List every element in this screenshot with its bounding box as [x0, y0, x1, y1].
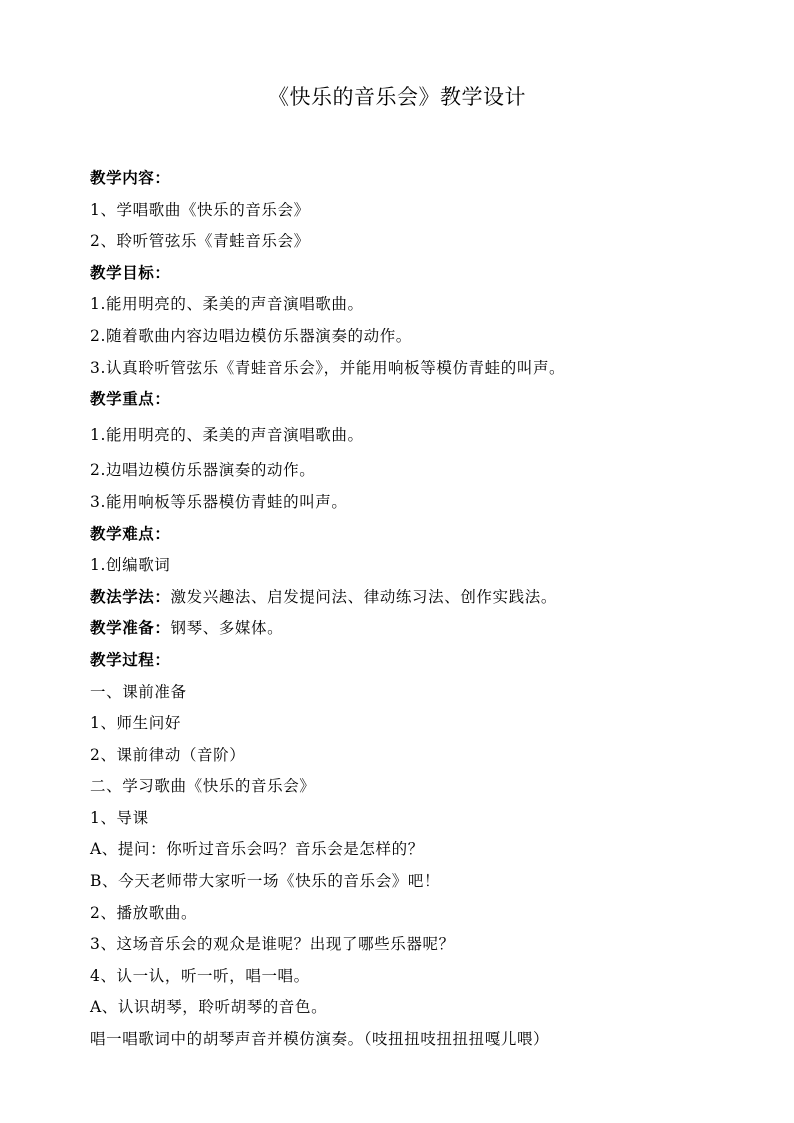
document-title: 《快乐的音乐会》教学设计 [268, 85, 526, 109]
body-line [90, 226, 750, 258]
body-line [90, 1024, 750, 1056]
body-line [90, 866, 750, 898]
section-heading-content [90, 163, 750, 195]
body-line [90, 803, 750, 835]
line-text: 1.能用明亮的、柔美的声音演唱歌曲。 [90, 425, 364, 444]
section-heading-difficulties [90, 519, 750, 551]
line-text: 4、认一认，听一听，唱一唱。 [90, 966, 310, 985]
heading-label: 教学过程： [90, 650, 171, 669]
body-line [90, 289, 750, 321]
line-text: 2.随着歌曲内容边唱边模仿乐器演奏的动作。 [90, 326, 412, 345]
body-line [90, 677, 750, 709]
body-line [90, 420, 750, 452]
line-text: 一、课前准备 [90, 682, 187, 701]
section-heading-process [90, 645, 750, 677]
body-line [90, 834, 750, 866]
body-line [90, 487, 750, 519]
line-text: 3.能用响板等乐器模仿青蛙的叫声。 [90, 492, 348, 511]
line-text: 1、师生问好 [90, 714, 181, 733]
line-text: 2、播放歌曲。 [90, 903, 198, 922]
heading-label: 教学目标： [90, 263, 171, 282]
body-line [90, 992, 750, 1024]
heading-label: 教法学法： [90, 587, 171, 606]
section-heading-goals [90, 258, 750, 290]
line-text: A、认识胡琴，聆听胡琴的音色。 [90, 998, 328, 1017]
section-heading-methods [90, 582, 750, 614]
line-text: 3.认真聆听管弦乐《青蛙音乐会》，并能用响板等模仿青蛙的叫声。 [90, 358, 566, 377]
line-text: B、今天老师带大家听一场《快乐的音乐会》吧！ [90, 872, 441, 891]
line-text: 2、课前律动（音阶） [90, 745, 246, 764]
line-text: 1.创编歌词 [90, 556, 171, 575]
body-line [90, 455, 750, 487]
section-heading-preparation [90, 613, 750, 645]
body-line [90, 708, 750, 740]
line-text: 1.能用明亮的、柔美的声音演唱歌曲。 [90, 295, 364, 314]
document-body [90, 163, 750, 1056]
body-line [90, 898, 750, 930]
line-text: 唱一唱歌词中的胡琴声音并模仿演奏。（吱扭扭吱扭扭扭嘎儿喂） [90, 1030, 550, 1049]
body-line [90, 740, 750, 772]
line-text: 1、学唱歌曲《快乐的音乐会》 [90, 200, 310, 219]
section-heading-key-points [90, 384, 750, 416]
line-text: A、提问：你听过音乐会吗？音乐会是怎样的？ [90, 840, 424, 859]
heading-label: 教学内容： [90, 169, 171, 187]
body-line [90, 321, 750, 353]
body-line [90, 929, 750, 961]
line-text: 二、学习歌曲《快乐的音乐会》 [90, 777, 316, 796]
line-text: 2.边唱边模仿乐器演奏的动作。 [90, 461, 316, 480]
body-line [90, 353, 750, 385]
line-text: 2、聆听管弦乐《青蛙音乐会》 [90, 232, 310, 251]
line-text: 激发兴趣法、启发提问法、律动练习法、创作实践法。 [170, 587, 557, 606]
body-line [90, 771, 750, 803]
line-text: 钢琴、多媒体。 [170, 619, 284, 638]
heading-label: 教学重点： [90, 390, 171, 409]
line-text: 3、这场音乐会的观众是谁呢？出现了哪些乐器呢？ [90, 935, 455, 954]
heading-label: 教学难点： [90, 524, 171, 543]
line-text: 1、导课 [90, 808, 149, 827]
body-line [90, 195, 750, 227]
body-line [90, 550, 750, 582]
body-line [90, 961, 750, 993]
heading-label: 教学准备： [90, 619, 171, 638]
